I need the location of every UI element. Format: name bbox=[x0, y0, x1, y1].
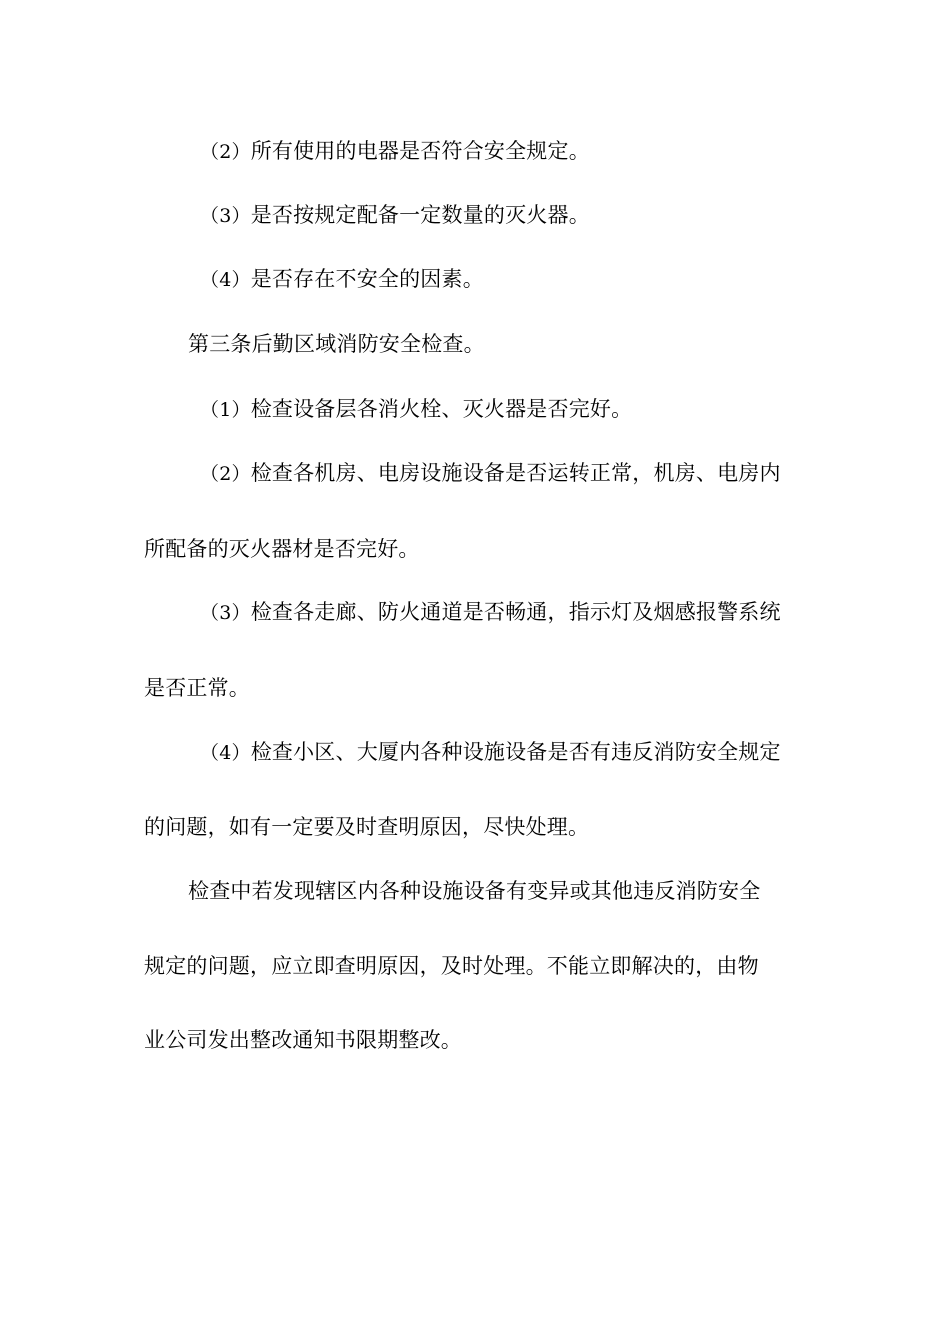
list-item bbox=[200, 395, 632, 424]
item-number: （1） bbox=[200, 399, 251, 421]
item-continuation: 是否正常。 bbox=[144, 676, 250, 700]
item-text: 检查设备层各消火栓、灭火器是否完好。 bbox=[250, 397, 633, 421]
list-item bbox=[200, 738, 781, 767]
item-number: （4） bbox=[200, 742, 251, 764]
item-text: 检查各走廊、防火通道是否畅通，指示灯及烟感报警系统 bbox=[250, 600, 781, 624]
closing-paragraph-line: 规定的问题，应立即查明原因，及时处理。不能立即解决的，由物 bbox=[144, 954, 759, 978]
item-continuation: 的问题，如有一定要及时查明原因，尽快处理。 bbox=[144, 815, 590, 839]
closing-paragraph-line: 检查中若发现辖区内各种设施设备有变异或其他违反消防安全 bbox=[188, 879, 761, 903]
item-text: 检查各机房、电房设施设备是否运转正常，机房、电房内 bbox=[250, 461, 781, 485]
list-item bbox=[200, 459, 781, 488]
item-text: 是否存在不安全的因素。 bbox=[250, 267, 484, 291]
item-number: （3） bbox=[200, 602, 251, 624]
item-number: （4） bbox=[200, 269, 251, 291]
item-text: 所有使用的电器是否符合安全规定。 bbox=[250, 139, 590, 163]
closing-paragraph-line: 业公司发出整改通知书限期整改。 bbox=[144, 1028, 462, 1052]
item-continuation: 所配备的灭火器材是否完好。 bbox=[144, 537, 420, 561]
item-number: （2） bbox=[200, 463, 251, 485]
item-number: （2） bbox=[200, 141, 251, 163]
item-text: 是否按规定配备一定数量的灭火器。 bbox=[250, 203, 590, 227]
item-text: 检查小区、大厦内各种设施设备是否有违反消防安全规定 bbox=[250, 740, 781, 764]
list-item bbox=[200, 137, 590, 166]
list-item bbox=[200, 598, 781, 627]
list-item bbox=[200, 201, 590, 230]
section-heading: 第三条后勤区域消防安全检查。 bbox=[188, 332, 485, 356]
list-item bbox=[200, 265, 484, 294]
item-number: （3） bbox=[200, 205, 251, 227]
